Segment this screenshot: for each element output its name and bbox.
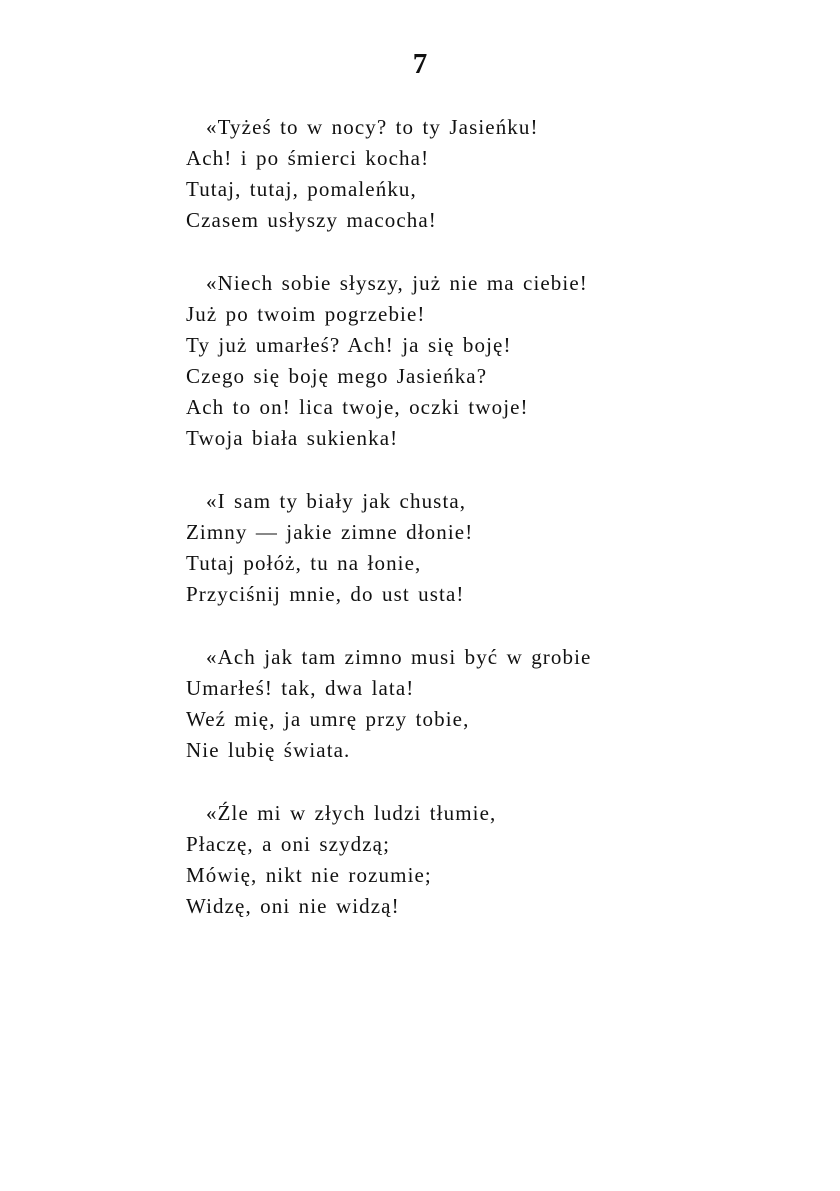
verse-line: «Źle mi w złych ludzi tłumie, [206,801,497,825]
verse-line: Zimny — jakie zimne dłonie! [186,520,474,544]
verse-line: Przyciśnij mnie, do ust usta! [186,582,465,606]
poem-text [186,112,806,954]
verse-line: Mówię, nikt nie rozumie; [186,863,432,887]
stanza [186,798,806,922]
verse-line: Weź mię, ja umrę przy tobie, [186,707,470,731]
verse-line: Nie lubię świata. [186,738,351,762]
verse-line: Ach to on! lica twoje, oczki twoje! [186,395,529,419]
verse-line: Twoja biała sukienka! [186,426,399,450]
verse-line: «I sam ty biały jak chusta, [206,489,467,513]
verse-line: Płaczę, a oni szydzą; [186,832,391,856]
stanza [186,642,806,766]
page-number: 7 [412,48,428,80]
verse-line: Już po twoim pogrzebie! [186,302,426,326]
verse-line: Czasem usłyszy macocha! [186,208,437,232]
verse-line: «Niech sobie słyszy, już nie ma ciebie! [206,271,588,295]
verse-line: Umarłeś! tak, dwa lata! [186,676,415,700]
verse-line: Czego się boję mego Jasieńka? [186,364,488,388]
stanza [186,268,806,454]
verse-line: «Tyżeś to w nocy? to ty Jasieńku! [206,115,539,139]
verse-line: Tutaj połóż, tu na łonie, [186,551,422,575]
verse-line: Widzę, oni nie widzą! [186,894,400,918]
stanza [186,112,806,236]
verse-line: Tutaj, tutaj, pomaleńku, [186,177,417,201]
verse-line: Ach! i po śmierci kocha! [186,146,430,170]
verse-line: Ty już umarłeś? Ach! ja się boję! [186,333,512,357]
verse-line: «Ach jak tam zimno musi być w grobie [206,645,592,669]
stanza [186,486,806,610]
